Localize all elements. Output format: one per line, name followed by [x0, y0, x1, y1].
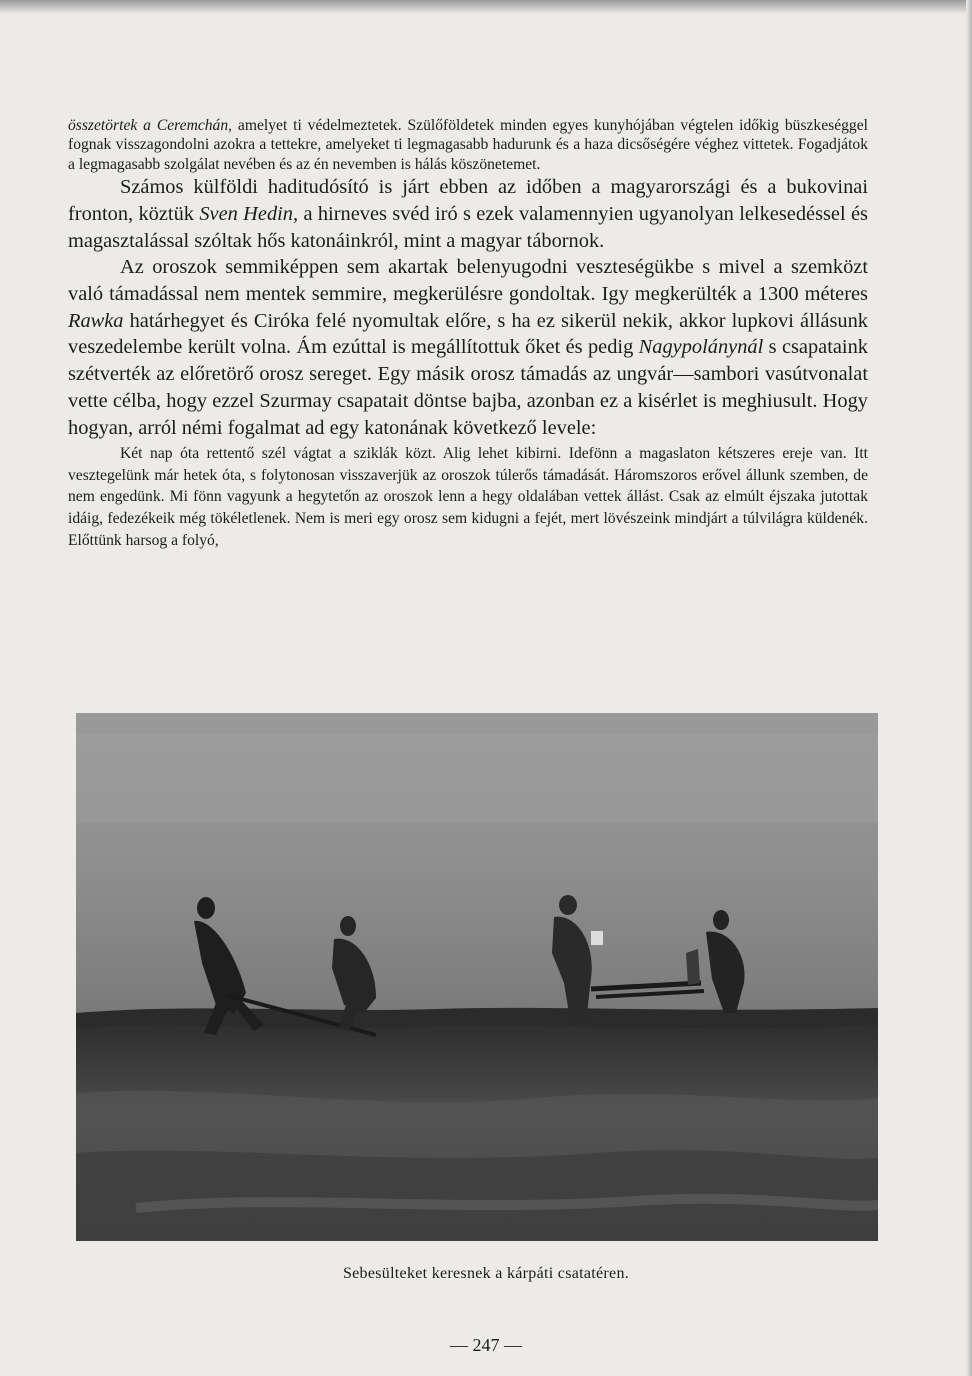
page-top-edge: [0, 0, 972, 14]
text-block: [68, 116, 868, 551]
paragraph-russian-offensive: [68, 254, 868, 441]
text-run: határhegyet és Ciróka felé nyomultak előre, s ha ez sikerül nekik, akkor lupkovi állásunk veszedelembe került volna. Ám ezúttal is megállítottuk őket és pedig: [68, 309, 868, 359]
paragraph-soldier-letter: [68, 443, 868, 551]
text-run: amelyet ti védelmeztetek. Szülőföldetek minden egyes kunyhójában végtelen időkig büszkeséggel fognak visszagondolni azokra a tettekre, amelyeket ti legmagasabb hadurunk és a haza dicsőségére véghez vittetek. Fogadjátok a legmagasabb szolgálat nevében és az én nevemben is hálás köszönetemet.: [68, 117, 868, 173]
italic-name: Sven Hedin,: [199, 202, 299, 225]
page-number: — 247 —: [450, 1335, 522, 1355]
paragraph-proclamation-end: [68, 116, 868, 174]
italic-place-name: Rawka: [68, 309, 124, 332]
italic-place-name: Nagypolánynál: [638, 336, 764, 359]
italic-fragment: összetörtek a Ceremchán,: [68, 117, 233, 134]
photograph-soldiers-carrying-stretcher-icon: [76, 713, 878, 1241]
text-run: a hirneves svéd iró s ezek valamennyien ugyanolyan lelkesedéssel és magasztalással szóltak hős katonáinkról, mint a magyar tábornok.: [68, 202, 868, 252]
page-right-edge: [966, 0, 972, 1376]
photograph: [76, 713, 878, 1241]
text-run: Az oroszok semmiképpen sem akartak belenyugodni veszteségükbe s mivel a szemközt való támadással nem mentek semmire, megkerülésre gondoltak. Igy megkerülték a 1300 méteres: [68, 256, 868, 306]
text-run: Számos külföldi haditudósító is járt ebben az időben a magyarországi és a bukovinai fronton, köztük: [68, 176, 868, 225]
photo-caption: Sebesülteket keresnek a kárpáti csatatéren.: [342, 1265, 630, 1282]
text-run: s csapataink szétverték az előretörő orosz sereget. Egy másik orosz támadás az ungvár—sambori vasútvonalat vette célba, hogy ezzel Szurmay csapatait döntse bajba, azonban ez a kisérlet is meghiusult. Hogy hogyan, arról némi fogalmat ad egy katonának következő levele:: [68, 336, 868, 439]
paragraph-war-correspondents: [68, 174, 868, 254]
text-run: Két nap óta rettentő szél vágtat a sziklák közt. Alig lehet kibirni. Idefönn a magaslaton kétszeres ereje van. Itt vesztegelünk már hetek óta, s folytonosan visszaverjük az oroszok túlerős támadását. Háromszoros erővel állunk szemben, de nem engedünk. Mi fönn vagyunk a hegytetőn az oroszok lenn a hegy oldalában vettek állást. Csak az elmúlt éjszaka jutottak idáig, fedezékeik még tökéletlenek. Nem is meri egy orosz sem kidugni a fejét, mert lövészeink mindjárt a túlvilágra küldenék. Előttünk harsog a folyó,: [68, 445, 868, 549]
